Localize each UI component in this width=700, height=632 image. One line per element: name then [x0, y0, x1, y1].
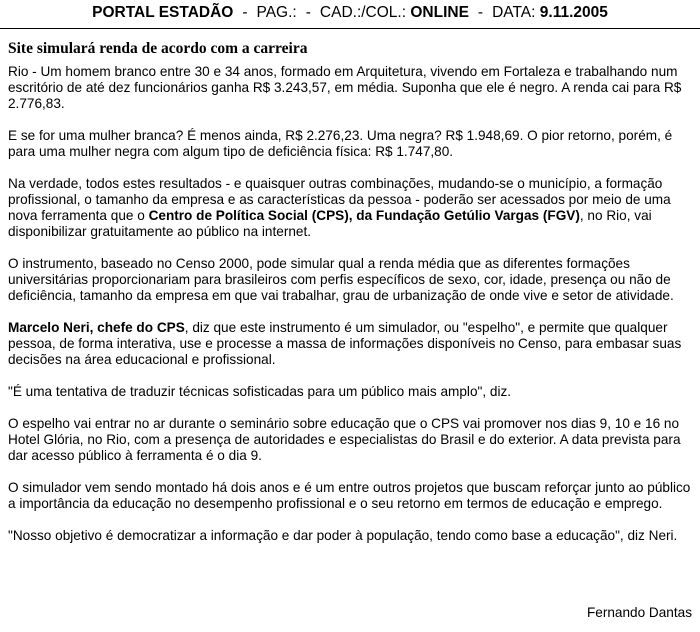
paragraph-8: O simulador vem sendo montado há dois anos e é um entre outros projetos que buscam reforçar junto ao público a importância da educação no desempenho profissional e o seu retorno em termos de educação e emprego.: [8, 480, 691, 511]
portal-name: PORTAL ESTADÃO: [92, 4, 234, 21]
author-byline: Fernando Dantas: [586, 605, 692, 620]
article-body: [8, 64, 696, 560]
paragraph-3-text-start: Na verdade, todos estes resultados - e quaisquer outras combinações, mudando-se o município, a formação profissional, o tamanho da empresa e as características da pessoa - poderão ser acessados por meio de uma nova ferramenta que o: [8, 176, 671, 223]
article-title: Site simulará renda de acordo com a carreira: [8, 40, 308, 57]
paragraph-3: [8, 176, 696, 240]
paragraph-6: "É uma tentativa de traduzir técnicas sofisticadas para um público mais amplo", diz.: [8, 384, 512, 399]
date-label: DATA:: [492, 4, 536, 21]
marcelo-neri-name: Marcelo Neri, chefe do CPS: [8, 320, 185, 335]
date-value: 9.11.2005: [539, 4, 608, 21]
paragraph-1: Rio - Um homem branco entre 30 e 34 anos, formado em Arquitetura, vivendo em Fortaleza e trabalhando num escritório de até dez funcionários ganha R$ 3.243,57, em média. Suponha que ele é negro. A renda cai para R$ 2.776,83.: [8, 64, 682, 111]
paragraph-4: O instrumento, baseado no Censo 2000, pode simular qual a renda média que as diferentes formações universitárias proporcionariam para brasileiros com perfis específicos de sexo, cor, idade, presença ou não de deficiência, tamanho da empresa em que vai trabalhar, grau de urbanização de onde vive e setor de atividade.: [8, 256, 674, 303]
cps-fgv-name: Centro de Política Social (CPS), da Fundação Getúlio Vargas (FGV): [148, 208, 580, 223]
clipping-header: PORTAL ESTADÃO - PAG.: - CAD.:/COL.: ONLINE - DATA: 9.11.2005: [0, 0, 700, 29]
page-label: PAG.:: [256, 4, 297, 21]
section-value: ONLINE: [410, 4, 469, 21]
paragraph-5: [8, 320, 696, 368]
paragraph-7: O espelho vai entrar no ar durante o seminário sobre educação que o CPS vai promover nos dias 9, 10 e 16 no Hotel Glória, no Rio, com a presença de autoridades e especialistas do Brasil e do exterior. A data prevista para dar acesso público à ferramenta é o dia 9.: [8, 416, 681, 463]
paragraph-5-text: , diz que este instrumento é um simulador, ou "espelho", e permite que qualquer pessoa, de forma interativa, use e processe a massa de informações disponíveis no Censo, para embasar suas decisões na área educacional e profissional.: [8, 320, 682, 367]
paragraph-2: E se for uma mulher branca? É menos ainda, R$ 2.276,23. Uma negra? R$ 1.948,69. O pior retorno, porém, é para uma mulher negra com algum tipo de deficiência física: R$ 1.747,80.: [8, 128, 673, 159]
section-label: CAD.:/COL.:: [319, 4, 407, 21]
paragraph-9: "Nosso objetivo é democratizar a informação e dar poder à população, tendo como base a educação", diz Neri.: [8, 528, 678, 543]
paragraph-3-text-end: , no Rio, vai disponibilizar gratuitamente ao público na internet.: [8, 208, 652, 239]
